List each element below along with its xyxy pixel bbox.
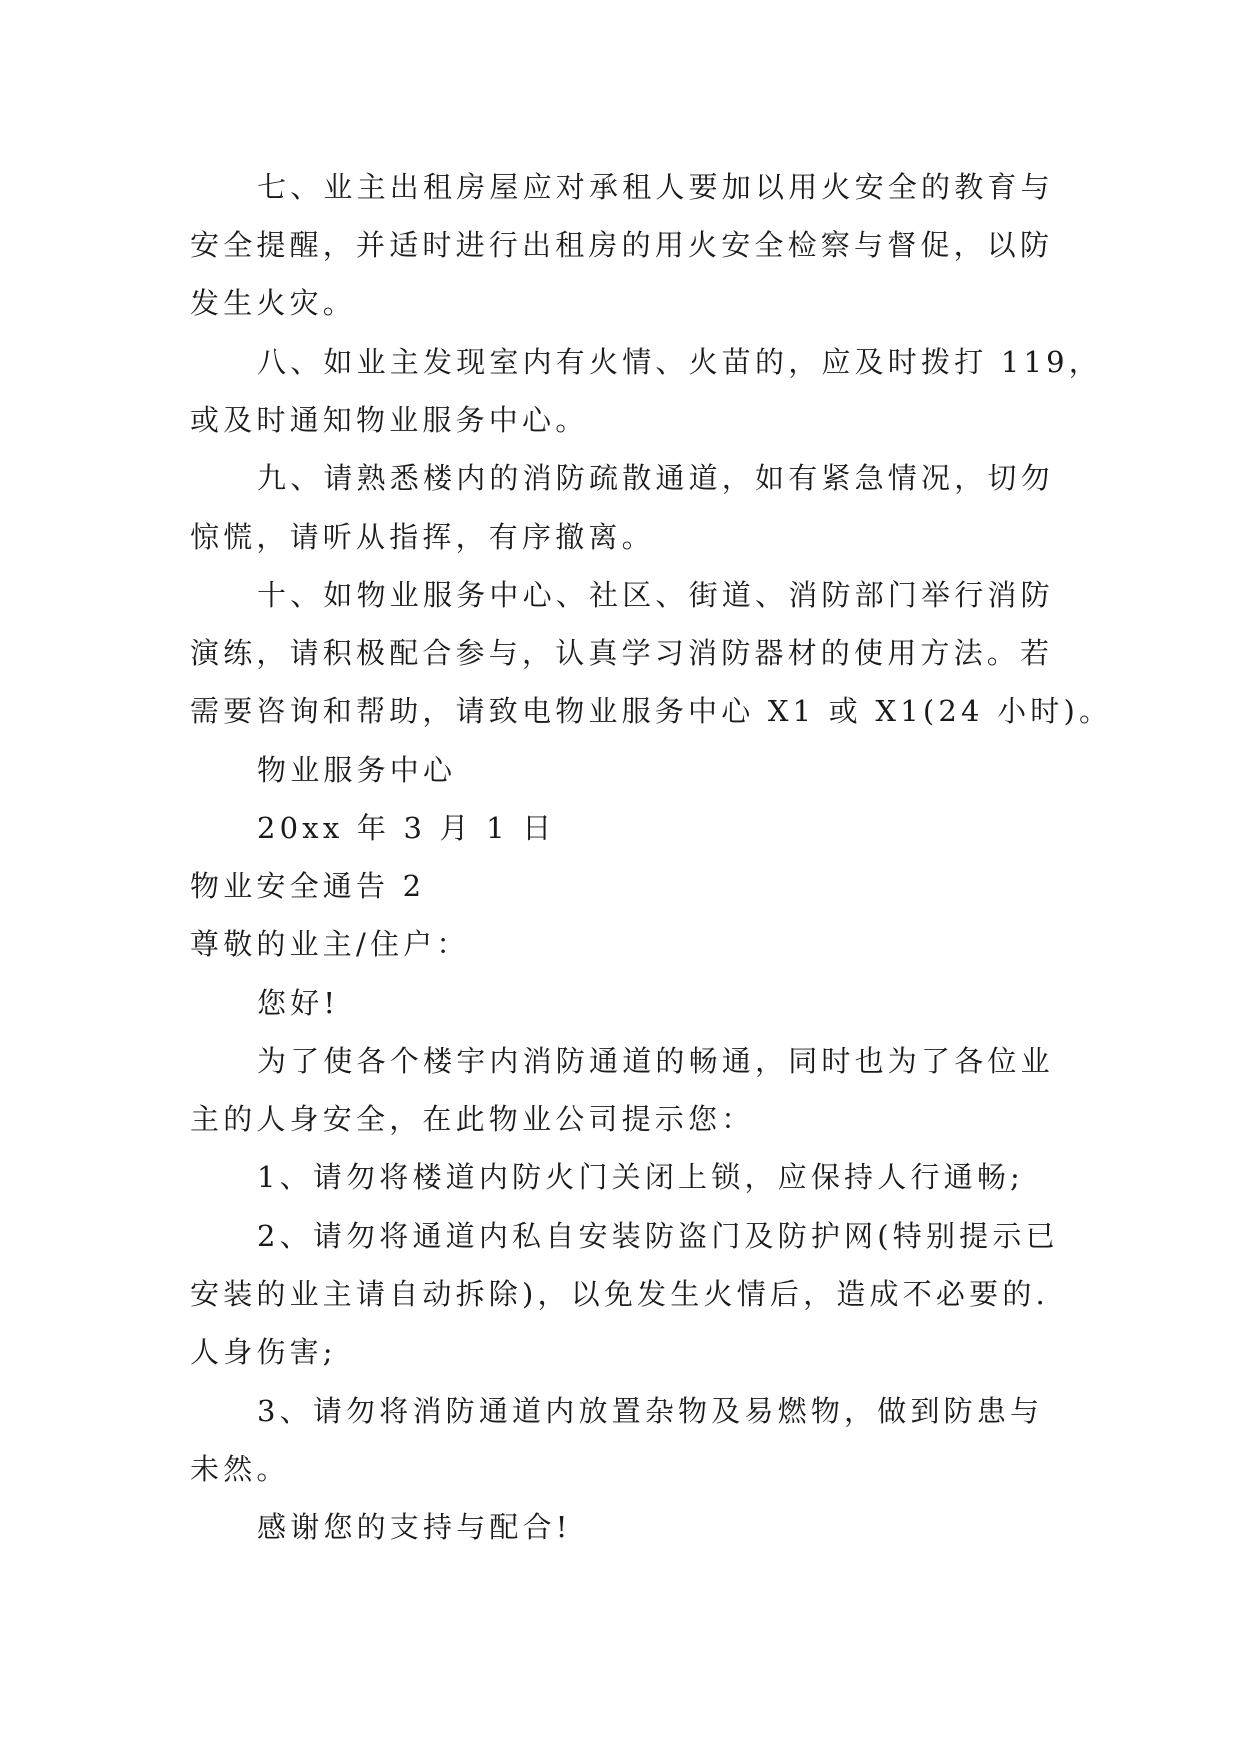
paragraph-line: 主的人身安全，在此物业公司提示您： [190,1102,755,1136]
signature-date: 20xx 年 3 月 1 日 [257,811,556,845]
paragraph-line: 惊慌，请听从指挥，有序撤离。 [190,520,655,554]
paragraph-line: 安全提醒，并适时进行出租房的用火安全检察与督促，以防 [190,228,1054,262]
paragraph-line: 八、如业主发现室内有火情、火苗的，应及时拨打 119， [257,345,1102,379]
paragraph-line: 七、业主出租房屋应对承租人要加以用火安全的教育与 [257,170,1054,204]
salutation: 尊敬的业主/住户： [190,927,470,961]
greeting: 您好! [257,986,340,1020]
closing-line: 感谢您的支持与配合! [257,1510,572,1544]
paragraph-line: 人身伤害; [190,1335,337,1369]
paragraph-line: 为了使各个楼宇内消防通道的畅通，同时也为了各位业 [257,1044,1054,1078]
paragraph-line: 安装的业主请自动拆除)，以免发生火情后，造成不必要的. [190,1277,1049,1311]
paragraph-line: 或及时通知物业服务中心。 [190,403,589,437]
paragraph-line: 九、请熟悉楼内的消防疏散通道，如有紧急情况，切勿 [257,461,1054,495]
paragraph-line: 十、如物业服务中心、社区、街道、消防部门举行消防 [257,578,1054,612]
paragraph-line: 发生火灾。 [190,286,357,320]
paragraph-line: 演练，请积极配合参与，认真学习消防器材的使用方法。若 [190,636,1054,670]
paragraph-line: 3、请勿将消防通道内放置杂物及易燃物，做到防患与 [257,1394,1044,1428]
paragraph-line: 未然。 [190,1452,290,1486]
paragraph-line: 2、请勿将通道内私自安装防盗门及防护网(特别提示已 [257,1219,1059,1253]
signature-org: 物业服务中心 [257,753,457,787]
paragraph-line: 1、请勿将楼道内防火门关闭上锁，应保持人行通畅; [257,1160,1025,1194]
paragraph-line: 需要咨询和帮助，请致电物业服务中心 X1 或 X1(24 小时)。 [190,694,1113,728]
section-title: 物业安全通告 2 [190,869,426,903]
